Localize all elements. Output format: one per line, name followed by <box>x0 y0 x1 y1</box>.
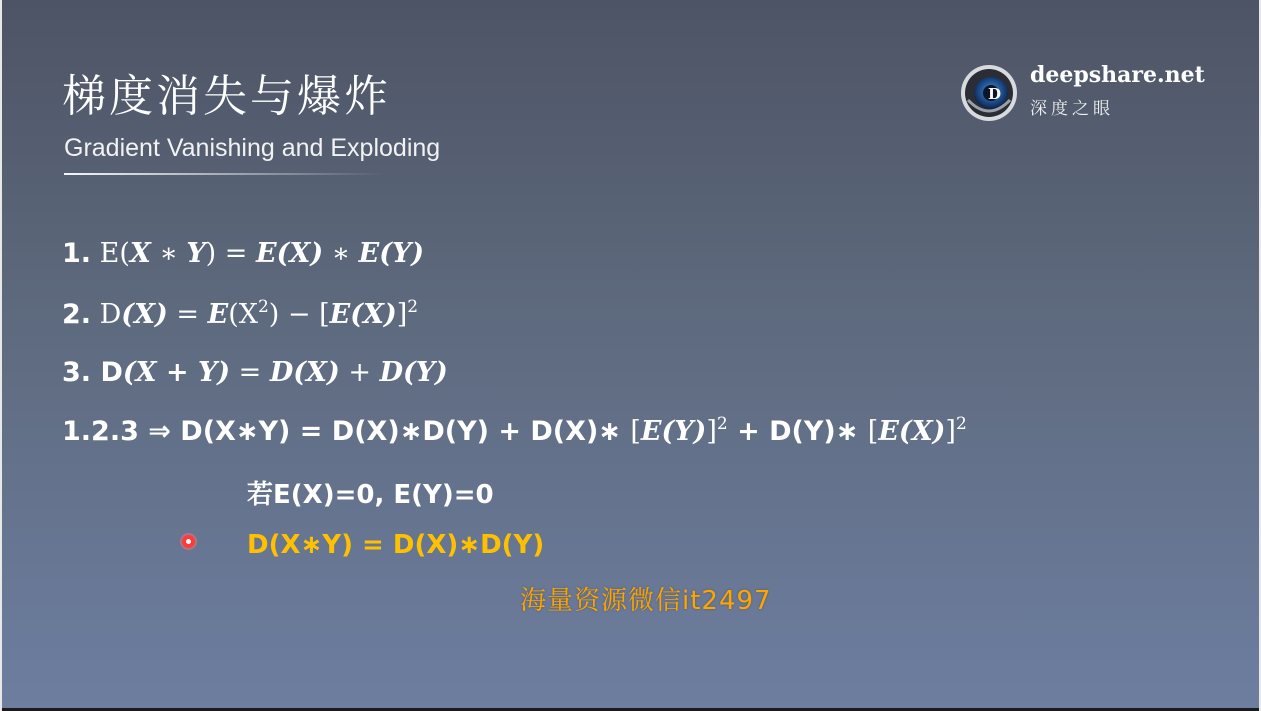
equation-3-number: 3. D <box>62 357 123 388</box>
eq4-ey: (Y) <box>661 416 707 447</box>
eq2-ex: (X) <box>350 299 397 330</box>
eq1-ex: (X) <box>276 238 324 269</box>
eq2-x: (X) <box>121 299 168 330</box>
eq4-sq2: 2 <box>955 414 967 434</box>
eq4-sq1: 2 <box>716 414 728 434</box>
eq1-ey: (Y) <box>379 238 425 269</box>
eq2-square2: 2 <box>407 297 419 317</box>
eq3-args: (X + Y) <box>122 357 231 388</box>
svg-text:D: D <box>988 85 1002 103</box>
eq2-inner: (X <box>228 299 258 330</box>
eq2-square: 2 <box>257 297 269 317</box>
eq3-dy: (Y) <box>403 357 448 388</box>
eq4-e2: E <box>878 416 899 447</box>
eq3-equals: = <box>230 357 270 388</box>
brand-name: deepshare.net <box>1030 62 1205 88</box>
eq1-e1: E <box>256 238 277 269</box>
eq2-bracket: ] <box>396 299 408 330</box>
equation-2-number: 2. <box>62 299 92 330</box>
equation-1-number: 1. <box>62 238 92 269</box>
watermark-text: 海量资源微信it2497 <box>520 586 772 616</box>
eq1-paren-close: ) <box>205 238 217 269</box>
slide-subtitle: Gradient Vanishing and Exploding <box>64 134 441 162</box>
eq1-equals: = <box>216 238 257 269</box>
eq4-prefix: 1.2.3 ⇒ D(X∗Y) = D(X)∗D(Y) + D(X)∗ <box>62 416 631 447</box>
eq3-plus: + <box>339 357 380 388</box>
eq1-mul2: ∗ <box>323 238 359 269</box>
brand-tagline: 深度之眼 <box>1030 99 1114 119</box>
slide-title: 梯度消失与爆炸 <box>62 71 391 122</box>
eq2-e2: E <box>329 299 351 330</box>
eq4-close2: ] <box>945 416 956 447</box>
equation-derived <box>62 414 967 447</box>
deepshare-logo-icon <box>960 64 1018 122</box>
eq4-open2: [ <box>867 416 879 447</box>
eq4-ex: (X) <box>898 416 946 447</box>
eq1-y: Y <box>186 238 206 269</box>
eq3-d1: D <box>269 357 294 388</box>
eq3-dx: (X) <box>293 357 340 388</box>
eq4-close1: ] <box>706 416 717 447</box>
laser-pointer-icon <box>182 535 195 548</box>
brand-block <box>960 62 1230 126</box>
equation-2 <box>62 297 418 330</box>
eq3-d2: D <box>379 357 403 388</box>
eq1-mul: ∗ <box>150 238 187 269</box>
eq2-equals: = <box>167 299 208 330</box>
eq2-variance: D <box>99 299 122 330</box>
eq1-expectation: E <box>99 238 120 269</box>
eq1-e2: E <box>358 238 380 269</box>
eq4-open1: [ <box>630 416 641 447</box>
eq4-mid: + D(Y)∗ <box>727 416 868 447</box>
eq2-close: ) <box>268 299 280 330</box>
eq2-minus: − [ <box>279 299 330 330</box>
eq1-x: X <box>129 238 151 269</box>
equation-1 <box>62 238 424 269</box>
condition-text: 若E(X)=0, E(Y)=0 <box>247 480 494 510</box>
eq1-paren-open: ( <box>119 238 130 269</box>
title-underline <box>64 173 384 175</box>
eq4-e1: E <box>640 416 662 447</box>
eq2-e: E <box>207 299 229 330</box>
equation-3 <box>62 357 448 388</box>
result-equation: D(X∗Y) = D(X)∗D(Y) <box>247 530 545 560</box>
